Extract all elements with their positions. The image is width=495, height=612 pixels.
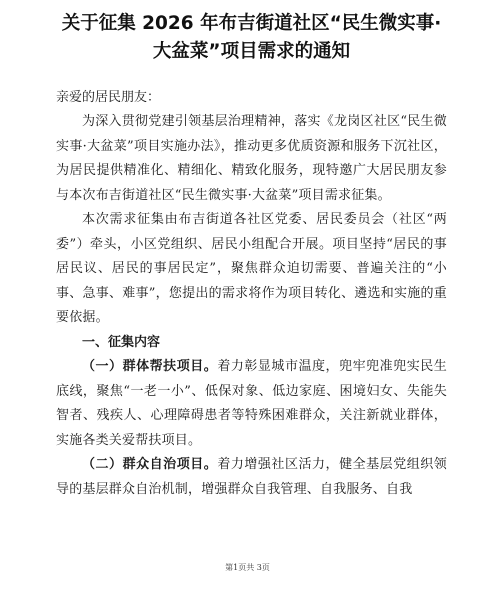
item-group-assistance-label: （一）群体帮扶项目。 <box>82 359 218 374</box>
page-footer: 第1页共 3页 <box>225 563 270 572</box>
paragraph-scope: 本次需求征集由布吉街道各社区党委、居民委员会（社区“两委”）牵头，小区党组织、居民小组配合开展。项目坚持“居民的事居民议、居民的事居民定”，聚焦群众迫切需要、普遍关注的“小事、急事、难事”，您提出的需求将作为项目转化、遴选和实施的重要依据。 <box>56 212 447 325</box>
document-title <box>38 10 465 66</box>
item-self-governance-label: （二）群众自治项目。 <box>82 457 218 472</box>
item-self-governance <box>56 453 447 502</box>
salutation: 亲爱的居民朋友： <box>56 90 161 105</box>
item-group-assistance <box>56 355 447 453</box>
title-line-2: 大盆菜”项目需求的通知 <box>152 41 351 62</box>
item-group-assistance-text: 着力彰显城市温度，兜牢兜准兜实民生底线，聚焦“一老一小”、低保对象、低边家庭、困境妇女、失能失智者、残疾人、心理障碍患者等特殊困难群众，关注新就业群体，实施各类关爱帮扶项目。 <box>56 359 447 448</box>
section-heading-collection-content: 一、征集内容 <box>82 334 161 350</box>
title-line-1: 关于征集 2026 年布吉街道社区“民生微实事· <box>61 13 442 34</box>
item-self-governance-text: 着力增强社区活力，健全基层党组织领导的基层群众自治机制，增强群众自我管理、自我服务、自我 <box>56 457 447 497</box>
paragraph-intro: 为深入贯彻党建引领基层治理精神，落实《龙岗区社区“民生微实事·大盆菜”项目实施办法》，推动更多优质资源和服务下沉社区，为居民提供精准化、精细化、精致化服务，现特邀广大居民朋友参与本次布吉街道社区“民生微实事·大盆菜”项目需求征集。 <box>56 114 447 203</box>
